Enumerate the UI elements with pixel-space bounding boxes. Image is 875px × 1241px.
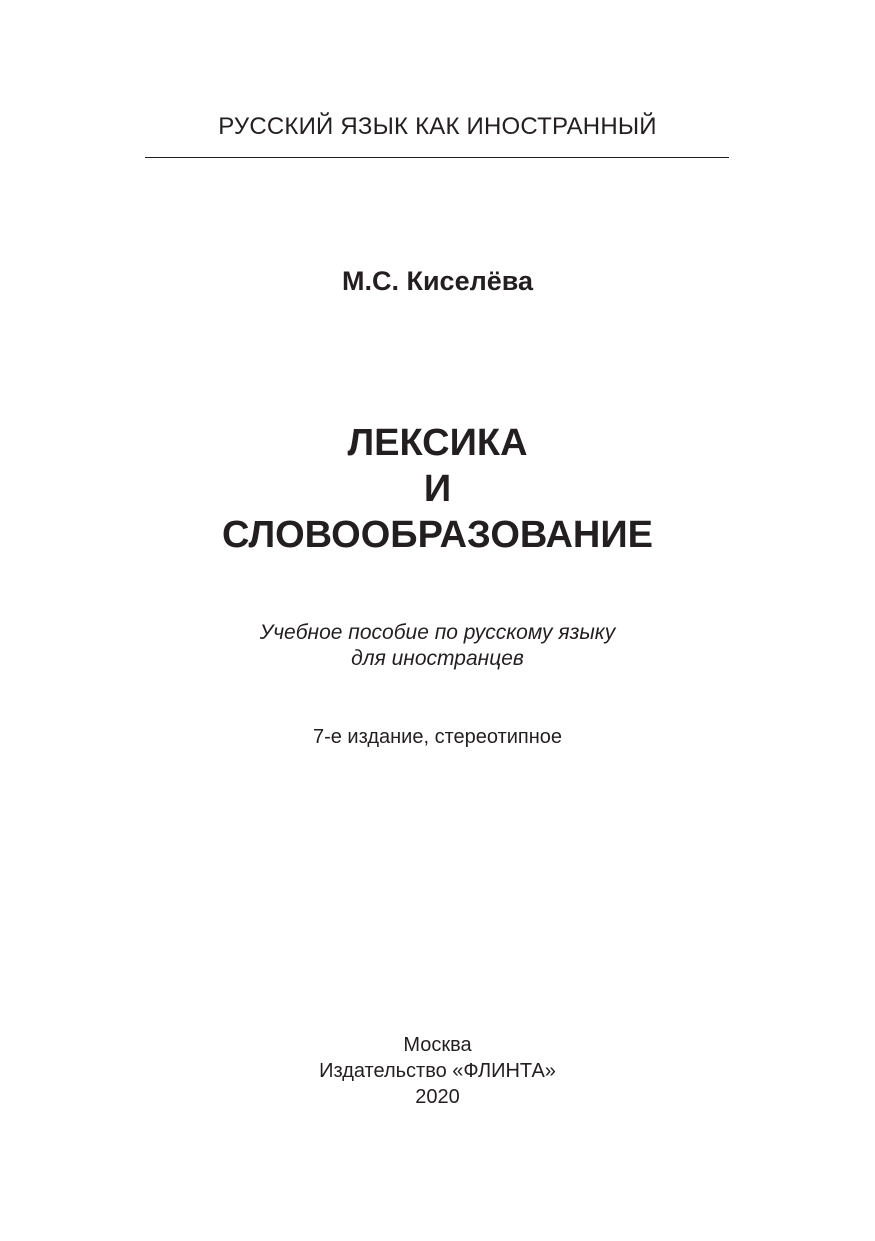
series-divider [145, 157, 729, 158]
book-title [0, 420, 875, 558]
book-subtitle-line-1: Учебное пособие по русскому языку [259, 621, 616, 644]
edition-note: 7-е издание, стереотипное [312, 726, 563, 748]
book-title-line-2: И [423, 468, 452, 510]
imprint-year: 2020 [415, 1086, 460, 1108]
imprint [0, 1032, 875, 1110]
book-title-line-1: ЛЕКСИКА [347, 422, 528, 464]
book-subtitle-line-2: для иностранцев [351, 647, 524, 670]
series-title: РУССКИЙ ЯЗЫК КАК ИНОСТРАННЫЙ [218, 113, 657, 140]
book-title-line-3: СЛОВООБРАЗОВАНИЕ [221, 514, 654, 556]
imprint-city: Москва [403, 1034, 472, 1056]
book-subtitle [0, 620, 875, 672]
imprint-publisher: Издательство «ФЛИНТА» [319, 1060, 556, 1082]
author-name: М.С. Киселёва [341, 266, 534, 296]
